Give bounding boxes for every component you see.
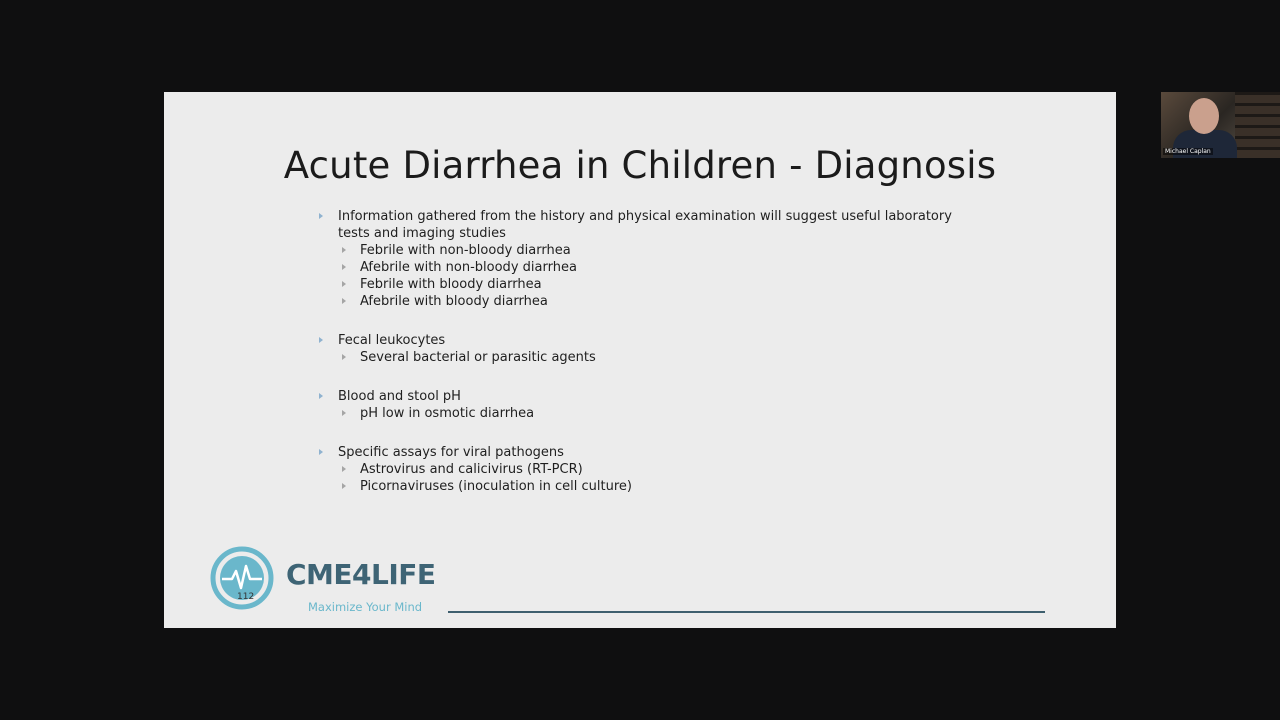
presentation-slide <box>164 92 1116 628</box>
sub-bullet-item: Febrile with non-bloody diarrhea <box>316 242 956 259</box>
logo-wordmark: CME4LIFE <box>286 558 436 591</box>
bullet-group <box>316 332 956 366</box>
sub-bullet-item: Febrile with bloody diarrhea <box>316 276 956 293</box>
participant-video-thumbnail[interactable] <box>1161 92 1280 158</box>
logo-tagline: Maximize Your Mind <box>308 600 423 614</box>
bullet-item: Information gathered from the history and physical examination will suggest useful laboratory tests and imaging studies <box>316 208 956 242</box>
participant-name: Michael Caplan <box>1165 148 1211 155</box>
bullet-list <box>316 208 956 517</box>
bullet-group <box>316 444 956 495</box>
sub-bullet-item: Astrovirus and calicivirus (RT-PCR) <box>316 461 956 478</box>
sub-bullet-item: Several bacterial or parasitic agents <box>316 349 956 366</box>
slide-number: 112 <box>237 592 255 602</box>
background-shelf <box>1235 92 1280 158</box>
bullet-group <box>316 388 956 422</box>
sub-bullet-item: Picornaviruses (inoculation in cell culture) <box>316 478 956 495</box>
slide-title: Acute Diarrhea in Children - Diagnosis <box>283 144 997 187</box>
footer-divider <box>448 611 1045 613</box>
bullet-group <box>316 208 956 310</box>
cme4life-logo <box>210 546 450 616</box>
bullet-item: Fecal leukocytes <box>316 332 956 349</box>
participant-head <box>1189 98 1219 134</box>
bullet-item: Specific assays for viral pathogens <box>316 444 956 461</box>
sub-bullet-item: Afebrile with bloody diarrhea <box>316 293 956 310</box>
bullet-item: Blood and stool pH <box>316 388 956 405</box>
sub-bullet-item: Afebrile with non-bloody diarrhea <box>316 259 956 276</box>
sub-bullet-item: pH low in osmotic diarrhea <box>316 405 956 422</box>
